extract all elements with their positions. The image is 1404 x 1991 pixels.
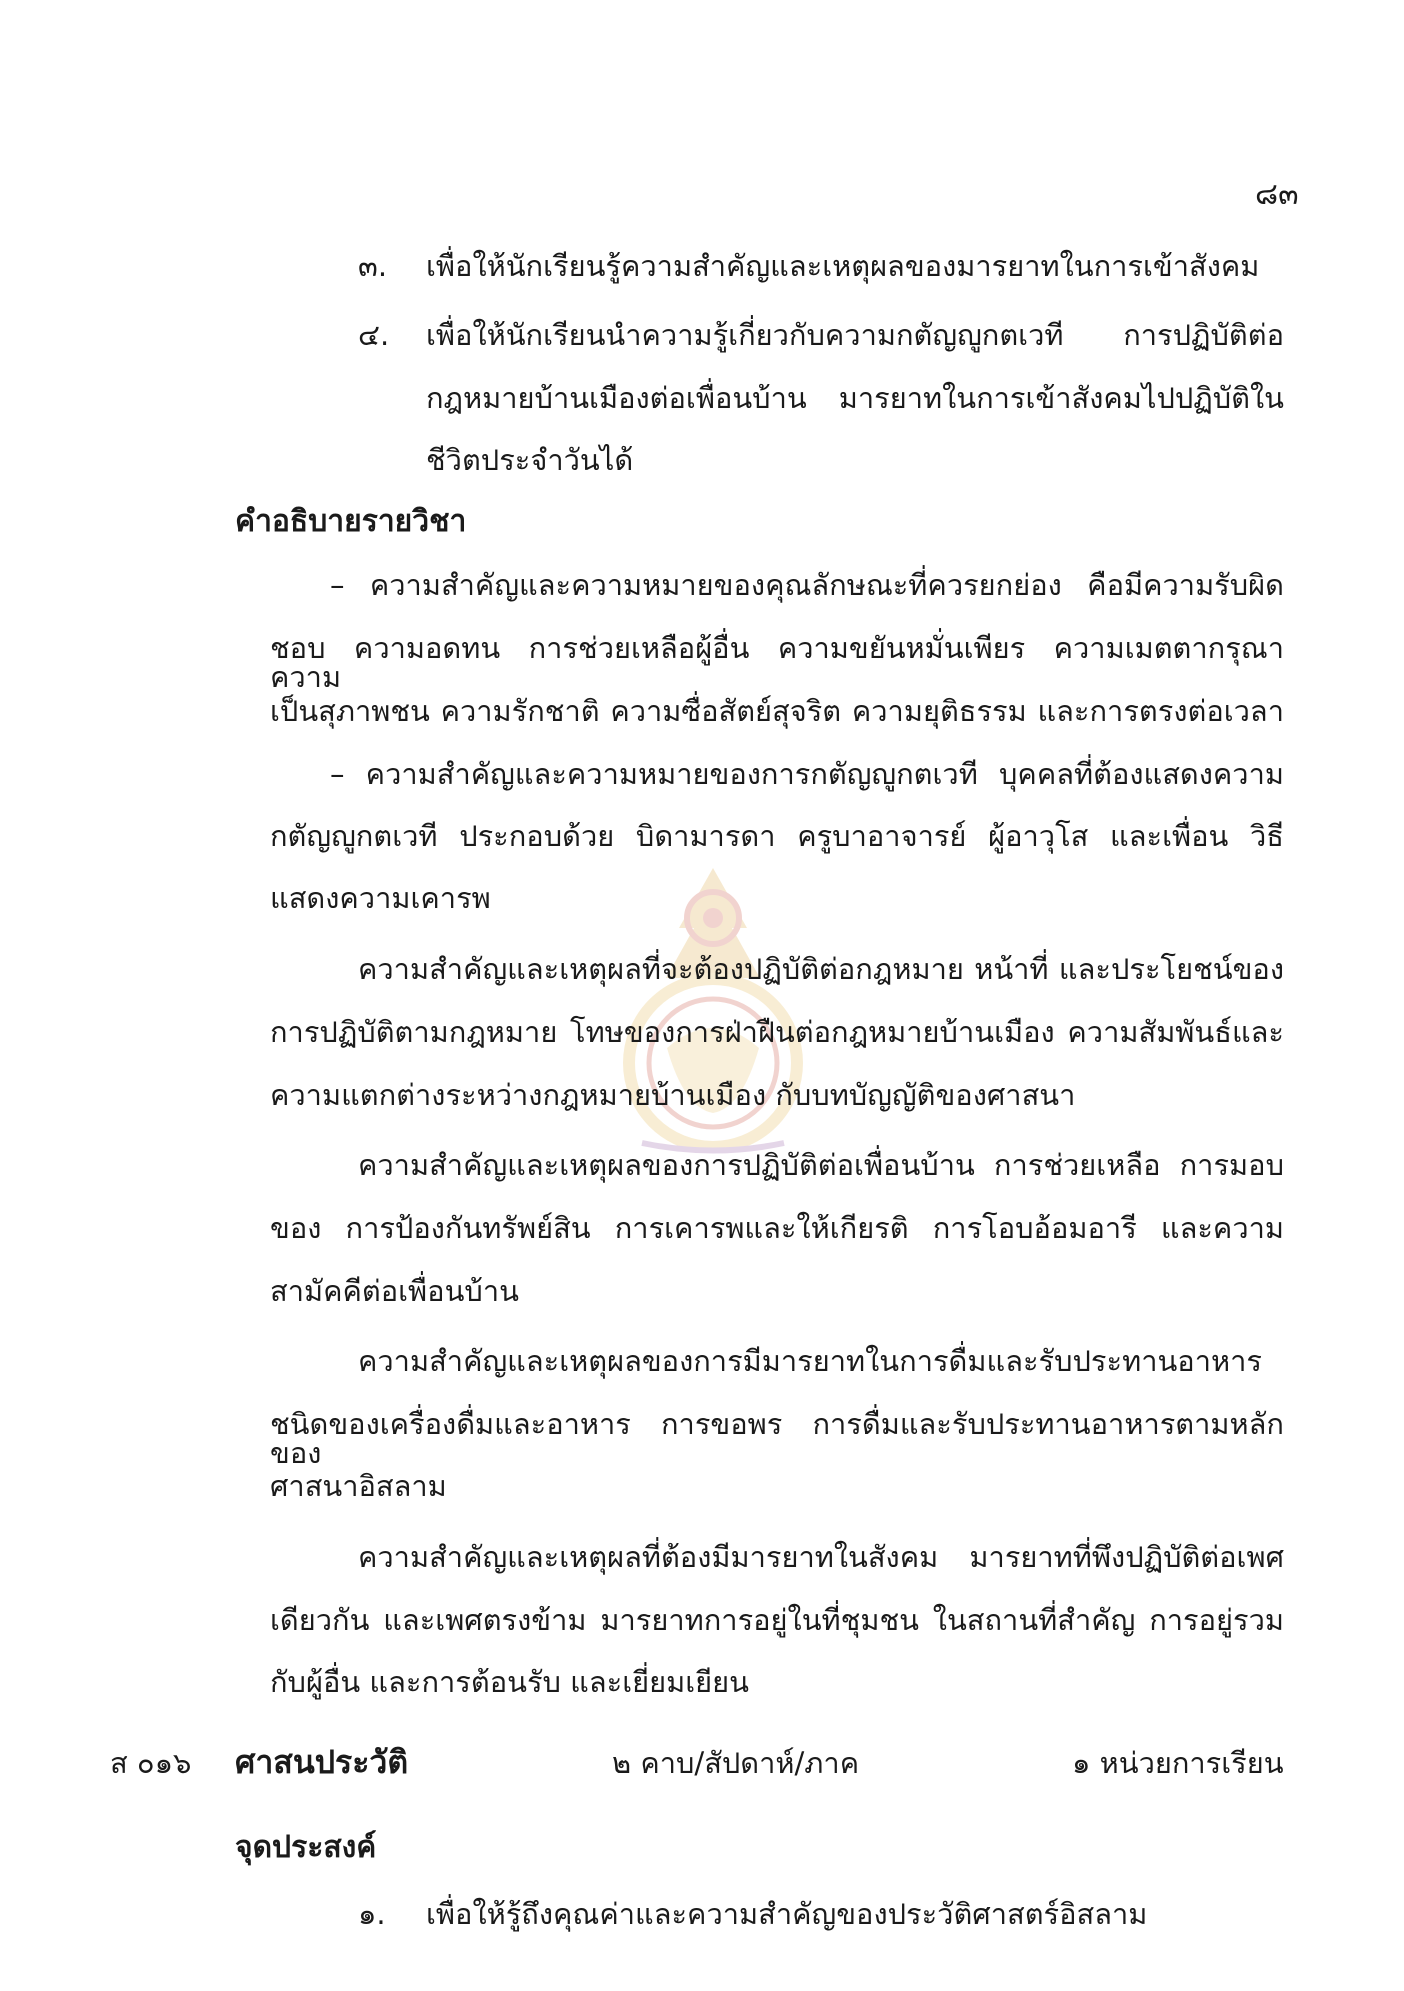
paragraph-line: ความสำคัญและเหตุผลที่ต้องมีมารยาทในสังคม มารยาทที่พึงปฏิบัติต่อเพศ xyxy=(358,1540,1284,1574)
course-credits: ๑ หน่วยการเรียน xyxy=(1072,1746,1284,1780)
objective-number: ๔. xyxy=(358,318,390,352)
section-heading: จุดประสงค์ xyxy=(235,1830,377,1865)
paragraph-line: ความสำคัญและเหตุผลของการมีมารยาทในการดื่มและรับประทานอาหาร xyxy=(358,1344,1262,1378)
objective-text: ชีวิตประจำวันได้ xyxy=(426,443,634,477)
paragraph-line: แสดงความเคารพ xyxy=(270,881,491,915)
paragraph-line: การปฏิบัติตามกฎหมาย โทษของการฝ่าฝืนต่อกฎหมายบ้านเมือง ความสัมพันธ์และ xyxy=(270,1015,1284,1049)
paragraph-line: กับผู้อื่น และการต้อนรับ และเยี่ยมเยียน xyxy=(270,1665,749,1699)
objective-text: กฎหมายบ้านเมืองต่อเพื่อนบ้าน มารยาทในการเข้าสังคมไปปฏิบัติใน xyxy=(426,381,1284,415)
paragraph-line: สามัคคีต่อเพื่อนบ้าน xyxy=(270,1274,519,1308)
paragraph-line: ศาสนาอิสลาม xyxy=(270,1469,447,1503)
objective-text: เพื่อให้รู้ถึงคุณค่าและความสำคัญของประวัติศาสตร์อิสลาม xyxy=(426,1897,1148,1931)
paragraph-line: ความแตกต่างระหว่างกฎหมายบ้านเมือง กับบทบัญญัติของศาสนา xyxy=(270,1078,1076,1112)
paragraph-line: ความสำคัญและเหตุผลที่จะต้องปฏิบัติต่อกฎหมาย หน้าที่ และประโยชน์ของ xyxy=(358,952,1284,986)
objective-number: ๓. xyxy=(358,249,388,283)
objective-number: ๑. xyxy=(358,1897,386,1931)
page-number: ๘๓ xyxy=(1255,177,1299,212)
course-periods: ๒ คาบ/สัปดาห์/ภาค xyxy=(612,1746,860,1780)
course-title: ศาสนประวัติ xyxy=(235,1743,409,1781)
section-heading: คำอธิบายรายวิชา xyxy=(235,504,467,539)
paragraph-line: ชนิดของเครื่องดื่มและอาหาร การขอพร การดื่มและรับประทานอาหารตามหลักของ xyxy=(270,1407,1284,1470)
paragraph-line: – ความสำคัญและความหมายของการกตัญญูกตเวที บุคคลที่ต้องแสดงความ xyxy=(330,757,1284,791)
course-code: ส ๐๑๖ xyxy=(110,1746,192,1780)
paragraph-line: เดียวกัน และเพศตรงข้าม มารยาทการอยู่ในที่ชุมชน ในสถานที่สำคัญ การอยู่รวม xyxy=(270,1603,1284,1637)
objective-text: เพื่อให้นักเรียนนำความรู้เกี่ยวกับความกตัญญูกตเวที การปฏิบัติต่อ xyxy=(426,318,1284,352)
watermark-seal-icon xyxy=(582,858,844,1160)
paragraph-line: ความสำคัญและเหตุผลของการปฏิบัติต่อเพื่อนบ้าน การช่วยเหลือ การมอบ xyxy=(358,1148,1284,1182)
paragraph-line: กตัญญูกตเวที ประกอบด้วย บิดามารดา ครูบาอาจารย์ ผู้อาวุโส และเพื่อน วิธี xyxy=(270,819,1284,853)
paragraph-line: – ความสำคัญและความหมายของคุณลักษณะที่ควรยกย่อง คือมีความรับผิด xyxy=(330,568,1284,602)
paragraph-line: ชอบ ความอดทน การช่วยเหลือผู้อื่น ความขยันหมั่นเพียร ความเมตตากรุณา ความ xyxy=(270,631,1284,694)
objective-text: เพื่อให้นักเรียนรู้ความสำคัญและเหตุผลของมารยาทในการเข้าสังคม xyxy=(426,249,1260,283)
paragraph-line: เป็นสุภาพชน ความรักชาติ ความซื่อสัตย์สุจริต ความยุติธรรม และการตรงต่อเวลา xyxy=(270,694,1284,728)
paragraph-line: ของ การป้องกันทรัพย์สิน การเคารพและให้เกียรติ การโอบอ้อมอารี และความ xyxy=(270,1211,1284,1245)
